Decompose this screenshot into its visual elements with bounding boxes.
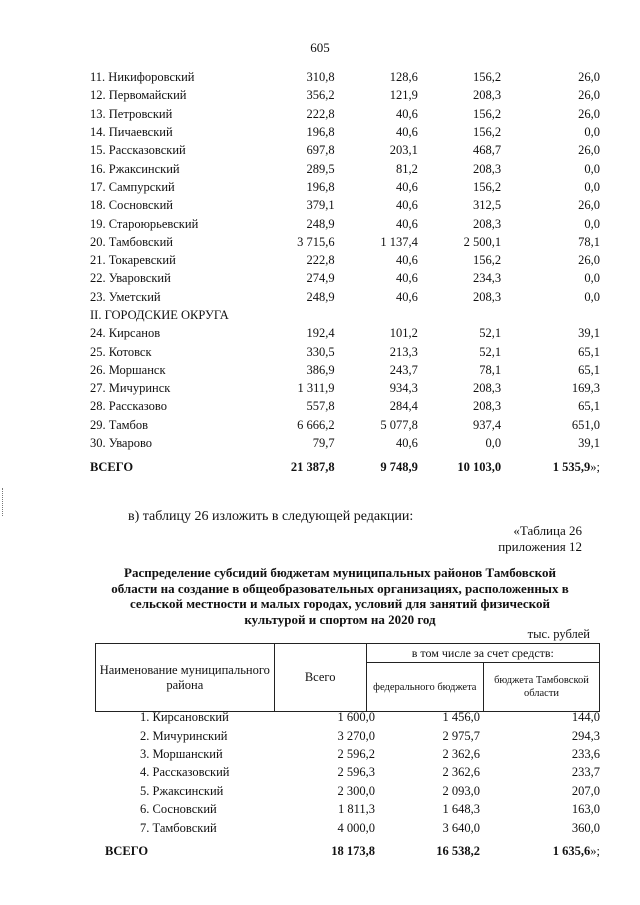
total-value: 10 103,0 bbox=[457, 460, 502, 475]
value-federal: 3 640,0 bbox=[442, 820, 480, 835]
value-col2: 40,6 bbox=[395, 179, 418, 194]
value-total: 3 270,0 bbox=[337, 728, 375, 743]
value-col3: 234,3 bbox=[472, 271, 502, 286]
value-total: 222,8 bbox=[306, 253, 335, 268]
value-col4: 26,0 bbox=[578, 253, 600, 268]
value-total: 79,7 bbox=[312, 436, 335, 451]
value-col2: 1 137,4 bbox=[380, 234, 418, 249]
value-total: 1 311,9 bbox=[297, 381, 335, 396]
value-col4: 26,0 bbox=[578, 88, 600, 103]
value-col4: 169,3 bbox=[571, 381, 600, 396]
value-col2: 40,6 bbox=[395, 106, 418, 121]
table-row bbox=[90, 141, 600, 159]
table-row bbox=[90, 324, 600, 342]
header-including: в том числе за счет средств: bbox=[366, 644, 599, 663]
district-name: 12. Первомайский bbox=[90, 88, 187, 103]
total-value bbox=[510, 837, 600, 860]
value-col3: 208,3 bbox=[472, 381, 502, 396]
total-value: 21 387,8 bbox=[290, 460, 335, 475]
value-total: 557,8 bbox=[306, 399, 335, 414]
district-name: 5. Ржаксинский bbox=[140, 783, 224, 798]
value-col4: 65,1 bbox=[578, 399, 600, 414]
table-row bbox=[90, 196, 600, 214]
value-col3: 208,3 bbox=[472, 216, 502, 231]
value-total: 1 811,3 bbox=[337, 802, 375, 817]
value-col2: 243,7 bbox=[389, 362, 418, 377]
district-name: 26. Моршанск bbox=[90, 362, 166, 377]
value-col2: 40,6 bbox=[395, 271, 418, 286]
table-row bbox=[95, 726, 600, 744]
table26-body bbox=[95, 708, 600, 860]
value-total: 2 596,2 bbox=[337, 746, 375, 761]
district-name: 1. Кирсановский bbox=[140, 710, 229, 725]
value-regional: 233,7 bbox=[571, 765, 600, 780]
value-col3: 208,3 bbox=[472, 399, 502, 414]
header-federal: федерального бюджета bbox=[366, 663, 483, 712]
value-col2: 40,6 bbox=[395, 216, 418, 231]
district-name: 3. Моршанский bbox=[140, 746, 223, 761]
total-label: ВСЕГО bbox=[90, 460, 134, 475]
value-col3: 312,5 bbox=[472, 198, 502, 213]
section-title: II. ГОРОДСКИЕ ОКРУГА bbox=[90, 308, 229, 322]
district-name: 19. Староюрьевский bbox=[90, 216, 199, 231]
table-ref-line1: «Таблица 26 bbox=[513, 523, 582, 538]
value-col4: 0,0 bbox=[584, 216, 600, 231]
table-title: Распределение субсидий бюджетам муниципальных районов Тамбовской области на создание в общеобразовательных организациях, расположенных в сельской местности и малых городах, условий для занятий физической культурой и спортом на 2020 год bbox=[111, 565, 569, 627]
value-col2: 5 077,8 bbox=[380, 417, 418, 432]
district-name: 22. Уваровский bbox=[90, 271, 171, 286]
table-row bbox=[90, 105, 600, 123]
value-col4: 65,1 bbox=[578, 344, 600, 359]
value-total: 1 600,0 bbox=[337, 710, 375, 725]
total-value bbox=[501, 452, 600, 476]
header-regional: бюджета Тамбовской области bbox=[484, 663, 600, 712]
table-row bbox=[90, 379, 600, 397]
table-row bbox=[95, 818, 600, 836]
value-col4: 26,0 bbox=[578, 106, 600, 121]
value-total: 274,9 bbox=[306, 271, 335, 286]
district-name: 30. Уварово bbox=[90, 436, 153, 451]
value-col2: 40,6 bbox=[395, 125, 418, 140]
district-name: 18. Сосновский bbox=[90, 198, 173, 213]
value-col4: 0,0 bbox=[584, 271, 600, 286]
table-row bbox=[90, 178, 600, 196]
value-col2: 284,4 bbox=[389, 399, 418, 414]
value-col3: 468,7 bbox=[472, 143, 502, 158]
value-col2: 213,3 bbox=[389, 344, 418, 359]
value-total: 248,9 bbox=[306, 216, 335, 231]
table-row bbox=[90, 86, 600, 104]
value-total: 2 300,0 bbox=[337, 783, 375, 798]
value-col2: 121,9 bbox=[389, 88, 418, 103]
district-name: 28. Рассказово bbox=[90, 399, 167, 414]
district-name: 27. Мичуринск bbox=[90, 381, 171, 396]
value-col4: 26,0 bbox=[578, 198, 600, 213]
value-total: 330,5 bbox=[306, 344, 335, 359]
district-name: 20. Тамбовский bbox=[90, 234, 173, 249]
header-district-name: Наименование муниципального района bbox=[96, 644, 275, 712]
table-ref-line2: приложения 12 bbox=[498, 539, 582, 554]
value-col2: 128,6 bbox=[389, 70, 418, 85]
district-name: 16. Ржаксинский bbox=[90, 161, 180, 176]
table-row bbox=[95, 763, 600, 781]
table-row bbox=[90, 288, 600, 306]
table-row bbox=[90, 397, 600, 415]
total-value: 9 748,9 bbox=[380, 460, 418, 475]
value-regional: 233,6 bbox=[571, 746, 600, 761]
value-col4: 0,0 bbox=[584, 161, 600, 176]
value-col4: 78,1 bbox=[578, 234, 600, 249]
value-total: 310,8 bbox=[306, 70, 335, 85]
total-label: ВСЕГО bbox=[105, 843, 149, 858]
header-total: Всего bbox=[274, 644, 366, 712]
value-col4: 39,1 bbox=[578, 436, 600, 451]
value-col2: 203,1 bbox=[389, 143, 418, 158]
table-row bbox=[90, 233, 600, 251]
value-federal: 2 362,6 bbox=[442, 746, 480, 761]
value-col3: 208,3 bbox=[472, 161, 502, 176]
table-row bbox=[95, 800, 600, 818]
district-name: 2. Мичуринский bbox=[140, 728, 228, 743]
value-federal: 2 975,7 bbox=[442, 728, 480, 743]
units-label: тыс. рублей bbox=[527, 627, 590, 641]
table-row bbox=[90, 269, 600, 287]
value-col3: 937,4 bbox=[472, 417, 502, 432]
value-federal: 2 362,6 bbox=[442, 765, 480, 780]
value-col3: 156,2 bbox=[472, 106, 502, 121]
table-row bbox=[90, 251, 600, 269]
value-col3: 0,0 bbox=[485, 436, 502, 451]
value-col3: 208,3 bbox=[472, 88, 502, 103]
table-row bbox=[90, 159, 600, 177]
value-total: 697,8 bbox=[306, 143, 335, 158]
table-row bbox=[90, 123, 600, 141]
value-col3: 52,1 bbox=[479, 326, 502, 341]
margin-mark bbox=[2, 488, 5, 516]
value-total: 3 715,6 bbox=[297, 234, 335, 249]
table-row bbox=[95, 708, 600, 726]
value-col4: 26,0 bbox=[578, 70, 600, 85]
value-federal: 1 648,3 bbox=[442, 802, 480, 817]
value-col2: 81,2 bbox=[395, 161, 418, 176]
quote-end: »; bbox=[590, 843, 600, 858]
total-row bbox=[90, 452, 600, 476]
value-col3: 2 500,1 bbox=[463, 234, 502, 249]
amendment-instruction: в) таблицу 26 изложить в следующей редакции: bbox=[128, 509, 414, 524]
district-name: 15. Рассказовский bbox=[90, 143, 186, 158]
value-total: 196,8 bbox=[306, 125, 335, 140]
value-regional: 163,0 bbox=[571, 802, 600, 817]
value-col4: 0,0 bbox=[584, 179, 600, 194]
value-total: 196,8 bbox=[306, 179, 335, 194]
value-col4: 39,1 bbox=[578, 326, 600, 341]
district-name: 11. Никифоровский bbox=[90, 70, 195, 85]
page-number: 605 bbox=[310, 40, 330, 55]
district-name: 14. Пичаевский bbox=[90, 125, 173, 140]
total-row bbox=[95, 837, 600, 860]
value-col2: 40,6 bbox=[395, 436, 418, 451]
value-federal: 2 093,0 bbox=[442, 783, 480, 798]
district-name: 24. Кирсанов bbox=[90, 326, 161, 341]
district-name: 25. Котовск bbox=[90, 344, 152, 359]
value-federal: 1 456,0 bbox=[442, 710, 480, 725]
value-col4: 65,1 bbox=[578, 362, 600, 377]
table-reference bbox=[498, 523, 582, 555]
total-number: 1 535,9 bbox=[552, 460, 591, 475]
table-row bbox=[90, 434, 600, 452]
value-col3: 156,2 bbox=[472, 70, 502, 85]
quote-end: »; bbox=[590, 460, 600, 475]
value-col4: 0,0 bbox=[584, 289, 600, 304]
value-regional: 360,0 bbox=[571, 820, 600, 835]
value-total: 192,4 bbox=[306, 326, 335, 341]
value-total: 6 666,2 bbox=[297, 417, 335, 432]
table-row bbox=[90, 68, 600, 86]
value-col2: 40,6 bbox=[395, 198, 418, 213]
value-total: 248,9 bbox=[306, 289, 335, 304]
value-col4: 0,0 bbox=[584, 125, 600, 140]
value-col3: 208,3 bbox=[472, 289, 502, 304]
table-row bbox=[95, 782, 600, 800]
value-col2: 40,6 bbox=[395, 253, 418, 268]
value-total: 379,1 bbox=[306, 198, 335, 213]
table-row bbox=[90, 361, 600, 379]
district-name: 6. Сосновский bbox=[140, 802, 217, 817]
value-col2: 40,6 bbox=[395, 289, 418, 304]
value-col3: 156,2 bbox=[472, 125, 502, 140]
table26-header bbox=[95, 643, 600, 712]
subsidy-table-continued bbox=[90, 68, 600, 477]
district-name: 7. Тамбовский bbox=[140, 820, 217, 835]
table-row bbox=[95, 745, 600, 763]
value-col3: 78,1 bbox=[479, 362, 502, 377]
value-col4: 651,0 bbox=[571, 417, 600, 432]
value-col2: 101,2 bbox=[389, 326, 418, 341]
total-value: 18 173,8 bbox=[331, 843, 375, 858]
value-total: 386,9 bbox=[306, 362, 335, 377]
total-number: 1 635,6 bbox=[552, 843, 591, 858]
district-name: 21. Токаревский bbox=[90, 253, 176, 268]
district-name: 13. Петровский bbox=[90, 106, 173, 121]
value-total: 356,2 bbox=[306, 88, 335, 103]
table-row bbox=[90, 214, 600, 232]
table-row bbox=[90, 342, 600, 360]
value-total: 289,5 bbox=[306, 161, 335, 176]
value-col3: 156,2 bbox=[472, 253, 502, 268]
value-regional: 294,3 bbox=[571, 728, 600, 743]
district-name: 29. Тамбов bbox=[90, 417, 149, 432]
value-col4: 26,0 bbox=[578, 143, 600, 158]
value-col3: 156,2 bbox=[472, 179, 502, 194]
section-row bbox=[90, 306, 600, 324]
value-regional: 144,0 bbox=[571, 710, 600, 725]
value-col2: 934,3 bbox=[389, 381, 418, 396]
district-name: 17. Сампурский bbox=[90, 179, 175, 194]
table-row bbox=[90, 416, 600, 434]
value-regional: 207,0 bbox=[571, 783, 600, 798]
value-total: 4 000,0 bbox=[337, 820, 375, 835]
district-name: 4. Рассказовский bbox=[140, 765, 230, 780]
value-col3: 52,1 bbox=[479, 344, 502, 359]
value-total: 2 596,3 bbox=[337, 765, 375, 780]
total-value: 16 538,2 bbox=[436, 843, 480, 858]
value-total: 222,8 bbox=[306, 106, 335, 121]
district-name: 23. Уметский bbox=[90, 289, 161, 304]
